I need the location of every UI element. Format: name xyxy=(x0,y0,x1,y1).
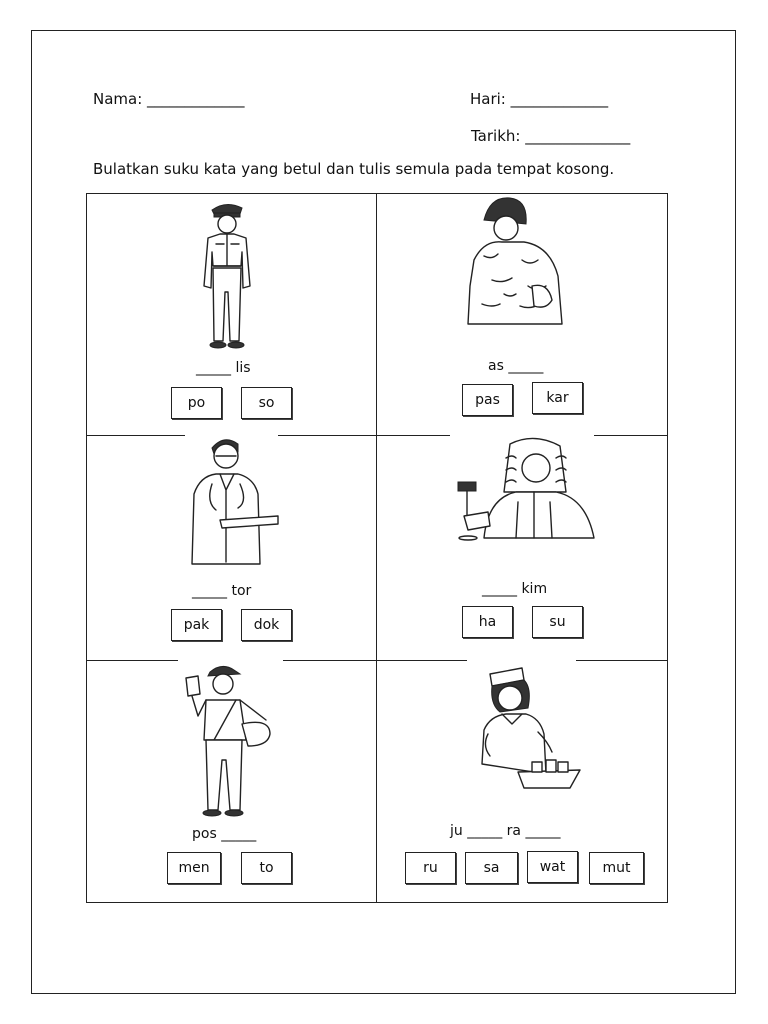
postman-picture xyxy=(180,660,276,824)
cell-5-option-men[interactable]: men xyxy=(167,852,221,884)
grid-divider xyxy=(283,660,467,661)
date-field-label: Tarikh: ______________ xyxy=(471,127,631,145)
grid-divider xyxy=(86,435,185,436)
cell-3-option-pak[interactable]: pak xyxy=(171,609,222,641)
cell-5-prompt: pos _____ xyxy=(192,826,257,842)
cell-6-option-ru[interactable]: ru xyxy=(405,852,456,884)
cell-6-option-wat[interactable]: wat xyxy=(527,851,578,883)
cell-5-option-to[interactable]: to xyxy=(241,852,292,884)
nurse-picture xyxy=(466,664,582,798)
name-field-label: Nama: _____________ xyxy=(93,90,245,108)
cell-6-option-mut[interactable]: mut xyxy=(589,852,644,884)
grid-divider xyxy=(278,435,450,436)
cell-4-prompt: _____ kim xyxy=(482,581,548,597)
cell-3-prompt: _____ tor xyxy=(192,583,252,599)
cell-4-option-su[interactable]: su xyxy=(532,606,583,638)
cell-6-option-sa[interactable]: sa xyxy=(465,852,518,884)
cell-2-prompt: as _____ xyxy=(488,358,544,374)
police-officer-picture xyxy=(186,196,266,360)
doctor-picture xyxy=(182,434,282,570)
judge-picture xyxy=(454,432,600,546)
grid-divider xyxy=(86,660,178,661)
grid-divider-vertical xyxy=(376,193,377,903)
cell-1-option-so[interactable]: so xyxy=(241,387,292,419)
cell-2-option-pas[interactable]: pas xyxy=(462,384,513,416)
cell-3-option-dok[interactable]: dok xyxy=(241,609,292,641)
cell-6-prompt: ju _____ ra _____ xyxy=(450,823,561,839)
cell-2-option-kar[interactable]: kar xyxy=(532,382,583,414)
grid-divider xyxy=(576,660,668,661)
cell-4-option-ha[interactable]: ha xyxy=(462,606,513,638)
cell-1-option-po[interactable]: po xyxy=(171,387,222,419)
instruction-text: Bulatkan suku kata yang betul dan tulis semula pada tempat kosong. xyxy=(93,160,615,178)
cell-1-prompt: _____ lis xyxy=(196,360,251,376)
day-field-label: Hari: _____________ xyxy=(470,90,609,108)
grid-divider xyxy=(594,435,668,436)
soldier-picture xyxy=(462,194,574,330)
